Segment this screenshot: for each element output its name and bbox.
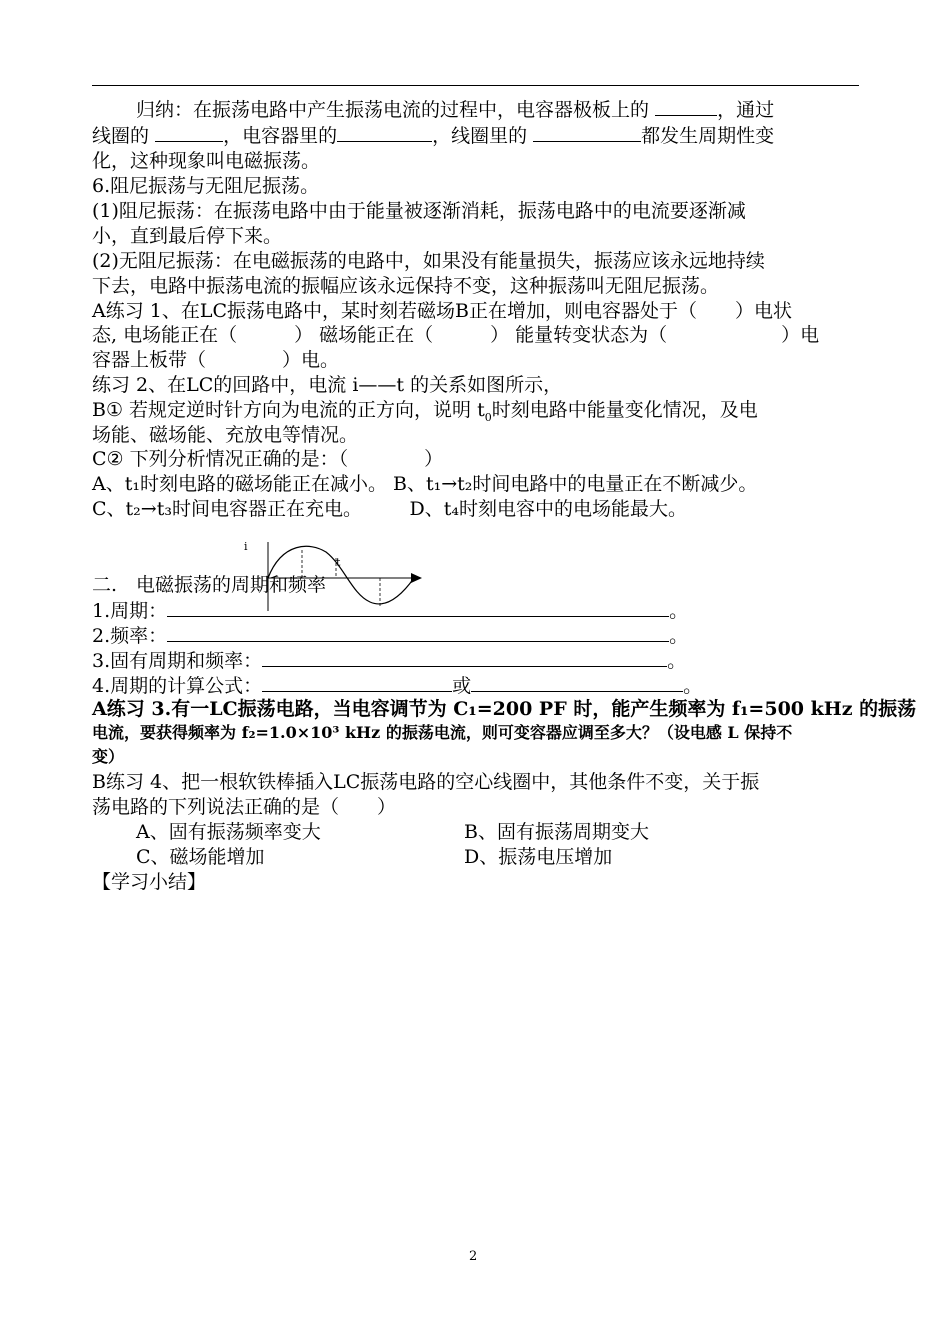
header-rule [92,85,859,86]
exercise-2-text: 时刻电路中能量变化情况，及电 [491,399,758,421]
x-axis-label: t [336,556,341,569]
summary-text: 归纳：在振荡电路中产生振荡电流的过程中，电容器极板上的 [136,99,650,121]
summary-text: 都发生周期性变 [641,125,775,147]
period-label: 1.周期： [92,600,168,622]
exercise-3-text: A练习 3.有一LC振荡电路，当电容调节为 C₁=200 PF 时，能产生频率为 f₁=500 kHz 的振荡 [92,698,917,720]
blank [262,673,452,692]
exercise-1-line-3: 容器上板带（ ）电。 [92,349,340,371]
blank [655,97,717,116]
natural-label: 3.固有周期和频率： [92,650,263,672]
damped-line-1: (1)阻尼振荡：在振荡电路中由于能量被逐渐消耗，振荡电路中的电流要逐渐减 [92,200,746,222]
summary-text: 线圈的 [92,125,150,147]
exercise-2-options-ab: A、t₁时刻电路的磁场能正在减小。 B、t₁→t₂时间电路中的电量正在不断减少。 [92,473,758,495]
frequency-line [92,623,688,648]
exercise-3-line-2: 电流，要获得频率为 f₂=1.0×10³ kHz 的振荡电流，则可变容器应调至多大？（设电感 L 保持不 [92,723,793,742]
blank [167,623,669,642]
exercise-4-options-cd [136,845,856,869]
option-c: C、磁场能增加 [136,846,265,868]
page-number: 2 [469,1249,478,1264]
undamped-line-1: (2)无阻尼振荡：在电磁振荡的电路中，如果没有能量损失，振荡应该永远地持续 [92,250,765,272]
or-text: 或 [452,675,472,697]
period-mark: 。 [669,625,689,647]
exercise-2-text: B① 若规定逆时针方向为电流的正方向，说明 t [92,399,485,421]
period-line [92,598,688,623]
summary-line-1 [136,97,774,122]
damped-line-2: 小，直到最后停下来。 [92,225,283,247]
exercise-2-line-2 [92,398,758,422]
exercise-3-line-1 [92,697,916,721]
subscript: 0 [484,410,492,424]
blank [533,123,641,142]
period-mark: 。 [669,600,689,622]
summary-text: ，通过 [717,99,775,121]
formula-label: 4.周期的计算公式： [92,675,263,697]
exercise-1-line-1: A练习 1、在LC振荡电路中，某时刻若磁场B正在增加，则电容器处于（ ）电状 [92,300,792,322]
option-d: D、振荡电压增加 [464,846,613,868]
formula-line [92,673,702,698]
option-a: A、固有振荡频率变大 [136,821,321,843]
summary-line-3: 化，这种现象叫电磁振荡。 [92,150,321,172]
exercise-2-options-cd: C、t₂→t₃时间电容器正在充电。 D、t₄时刻电容中的电场能最大。 [92,498,687,520]
summary-text: ，线圈里的 [432,125,528,147]
y-axis-label: i [244,540,248,553]
blank [471,673,683,692]
blank [337,123,432,142]
exercise-2-line-3: 场能、磁场能、充放电等情况。 [92,424,359,446]
exercise-2-line-1: 练习 2、在LC的回路中，电流 i——t 的关系如图所示， [92,374,563,396]
frequency-label: 2.频率： [92,625,168,647]
blank [262,648,667,667]
option-b: B、固有振荡周期变大 [464,821,649,843]
exercise-4-line-1: B练习 4、把一根软铁棒插入LC振荡电路的空心线圈中，其他条件不变，关于振 [92,771,760,793]
exercise-1-line-2: 态, 电场能正在（ ） 磁场能正在（ ） 能量转变状态为（ ）电 [92,324,820,346]
summary-line-2 [92,123,774,148]
blank [167,598,669,617]
exercise-3-line-3: 变） [92,747,125,766]
period-mark: 。 [683,675,703,697]
natural-line [92,648,686,673]
period-mark: 。 [667,650,687,672]
exercise-2-question: C② 下列分析情况正确的是：（ ） [92,448,444,470]
study-summary-title: 【学习小结】 [92,871,207,893]
section-6-title: 6.阻尼振荡与无阻尼振荡。 [92,175,320,197]
x-axis-arrow [411,573,422,583]
exercise-4-options-ab [136,820,856,844]
exercise-4-line-2: 荡电路的下列说法正确的是（ ） [92,796,397,818]
section-2-title: 二. 电磁振荡的周期和频率 [92,574,327,596]
undamped-line-2: 下去，电路中振荡电流的振幅应该永远保持不变，这种振荡叫无阻尼振荡。 [92,275,720,297]
summary-text: ，电容器里的 [223,125,338,147]
blank [155,123,223,142]
